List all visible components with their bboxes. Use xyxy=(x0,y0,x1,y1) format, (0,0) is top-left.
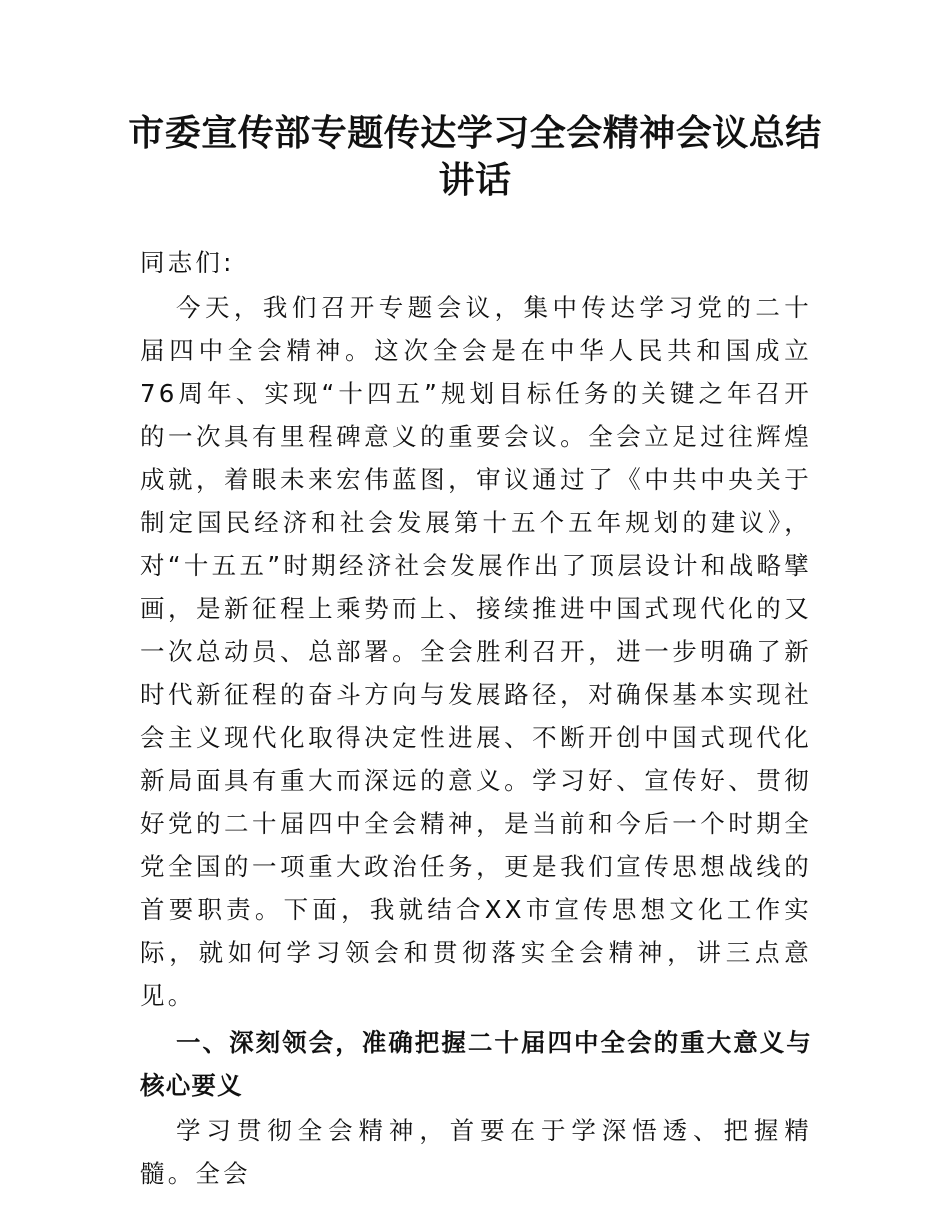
body-paragraph: 今天，我们召开专题会议，集中传达学习党的二十届四中全会精神。这次全会是在中华人民共和国成立76周年、实现“十四五”规划目标任务的关键之年召开的一次具有里程碑意义的重要会议。全会立足过往辉煌成就，着眼未来宏伟蓝图，审议通过了《中共中央关于制定国民经济和社会发展第十五个五年规划的建议》，对“十五五”时期经济社会发展作出了顶层设计和战略擘画，是新征程上乘势而上、接续推进中国式现代化的又一次总动员、总部署。全会胜利召开，进一步明确了新时代新征程的奋斗方向与发展路径，对确保基本实现社会主义现代化取得决定性进展、不断开创中国式现代化新局面具有重大而深远的意义。学习好、宣传好、贯彻好党的二十届四中全会精神，是当前和今后一个时期全党全国的一项重大政治任务，更是我们宣传思想战线的首要职责。下面，我就结合XX市宣传思想文化工作实际，就如何学习领会和贯彻落实全会精神，讲三点意见。 xyxy=(140,293,812,1010)
salutation: 同志们: xyxy=(140,248,235,277)
document-title: 市委宣传部专题传达学习全会精神会议总结讲话 xyxy=(128,112,822,201)
section-heading: 一、深刻领会，准确把握二十届四中全会的重大意义与核心要义 xyxy=(140,1028,812,1100)
document-body xyxy=(140,241,812,1195)
body-paragraph: 学习贯彻全会精神，首要在于学深悟透、把握精髓。全会 xyxy=(140,1116,812,1188)
